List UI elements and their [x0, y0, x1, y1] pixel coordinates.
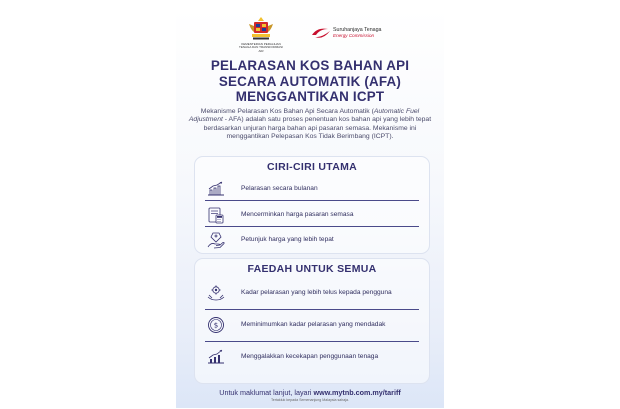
- dollar-coin-icon: [205, 315, 227, 335]
- divider: [205, 341, 419, 342]
- footer: [176, 388, 444, 397]
- footer-link[interactable]: www.mytnb.com.my/tariff: [313, 388, 401, 397]
- commission-logo: [311, 24, 391, 44]
- divider: [205, 200, 419, 201]
- intro-text-2: - AFA) adalah satu proses penentuan kos bahan api yang lebih tepat berdasarkan unjuran harga bahan api pasaran semasa. Mekanisme ini menggantikan Pelepasan Kos Tidak Berimbang (ICPT).: [203, 116, 432, 141]
- calculator-document-icon: [205, 205, 227, 225]
- intro-paragraph: [184, 108, 436, 142]
- svg-text:$: $: [213, 321, 219, 330]
- features-panel: [194, 156, 430, 254]
- footer-text: Untuk maklumat lanjut, layari: [219, 388, 314, 397]
- hand-price-tag-icon: [205, 230, 227, 250]
- intro-text-1: Mekanisme Pelarasan Kos Bahan Api Secara Automatik (: [200, 108, 374, 115]
- features-title: CIRI-CIRI UTAMA: [266, 161, 358, 173]
- commission-swoosh-icon: [311, 26, 331, 40]
- growth-chart-icon: [205, 347, 227, 367]
- title-line-3: MENGGANTIKAN ICPT: [235, 89, 385, 104]
- footnote: Tertakluk kepada Semenanjung Malaysia sahaja.: [270, 398, 350, 402]
- feature-item-accurate-price: [205, 230, 419, 250]
- feature-item-monthly: [205, 179, 419, 199]
- page-title: [176, 58, 444, 105]
- benefit-item-transparent: [205, 283, 419, 303]
- intro-italic: Automatic Fuel Adjustment: [188, 108, 420, 124]
- feature-label: Pelarasan secara bulanan: [241, 185, 318, 192]
- poster: [176, 8, 444, 408]
- benefits-title: FAEDAH UNTUK SEMUA: [247, 263, 377, 275]
- logo-bar: [176, 14, 444, 54]
- commission-name: Suruhanjaya Tenaga: [333, 27, 382, 33]
- feature-label: Petunjuk harga yang lebih tepat: [241, 236, 334, 243]
- divider: [205, 309, 419, 310]
- ministry-logo: [238, 16, 284, 53]
- benefit-item-minimize: [205, 315, 419, 335]
- feature-item-market-price: [205, 205, 419, 225]
- coat-of-arms-icon: [246, 16, 276, 42]
- benefit-item-efficiency: [205, 347, 419, 367]
- hand-gear-icon: [205, 283, 227, 303]
- benefit-label: Menggalakkan kecekapan penggunaan tenaga: [241, 353, 379, 360]
- bar-chart-icon: [205, 179, 227, 199]
- title-line-1: PELARASAN KOS BAHAN API: [210, 58, 410, 73]
- benefit-label: Kadar pelarasan yang lebih telus kepada pengguna: [241, 289, 392, 296]
- feature-label: Mencerminkan harga pasaran semasa: [241, 211, 354, 218]
- ministry-name: KEMENTERIAN PERALIHAN TENAGA DAN TRANSFORMASI AIR: [239, 42, 283, 53]
- benefit-label: Meminimumkan kadar pelarasan yang mendadak: [241, 321, 386, 328]
- benefits-panel: [194, 258, 430, 384]
- commission-subtitle: Energy Commission: [333, 33, 375, 38]
- divider: [205, 226, 419, 227]
- title-line-2: SECARA AUTOMATIK (AFA): [218, 73, 402, 89]
